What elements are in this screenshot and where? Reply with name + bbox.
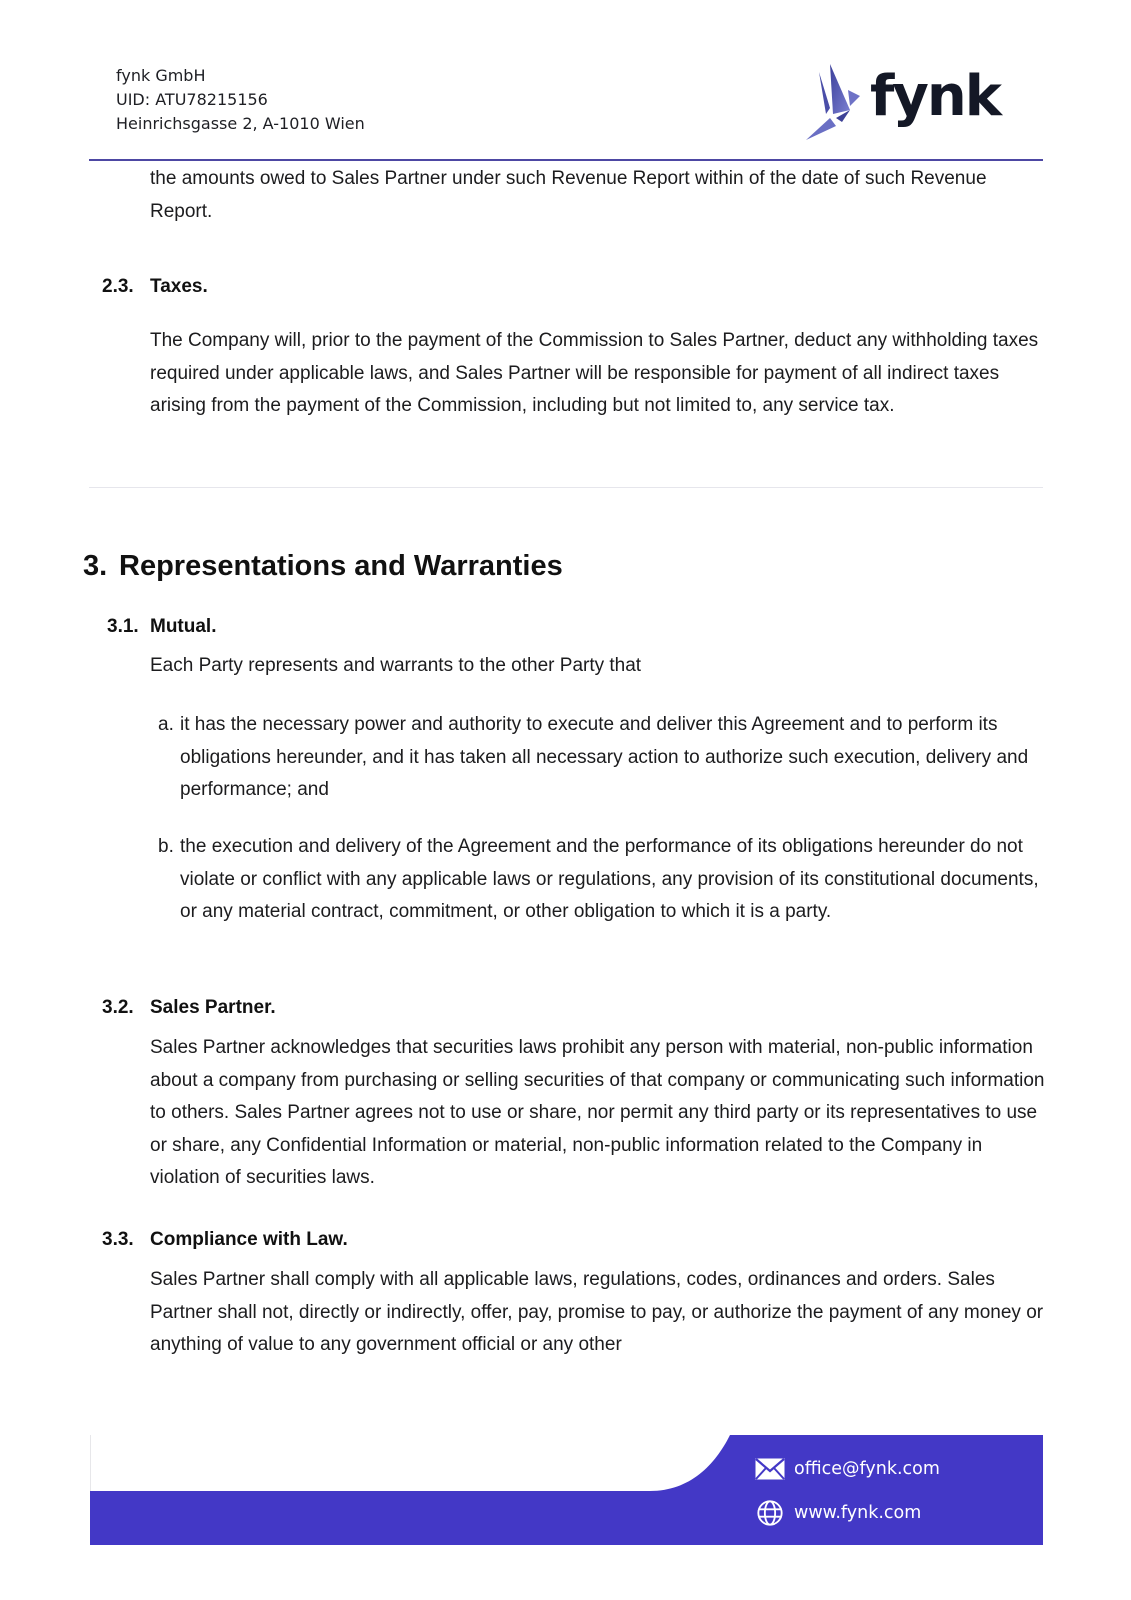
globe-icon [755, 1499, 785, 1527]
list-item-b [158, 831, 1048, 929]
section-3-3-paragraph: Sales Partner shall comply with all applicable laws, regulations, codes, ordinances and orders. Sales Partner shall not, directly or indirectly, offer, pay, promise to pay, or authorize the payment of any money or anything of value to any government official or any other [150, 1269, 1044, 1355]
section-heading-3-1: 3.1. Mutual. [107, 616, 217, 637]
section-heading-2-3: 2.3. Taxes. [102, 276, 208, 297]
company-address: Heinrichsgasse 2, A-1010 Wien [116, 114, 365, 133]
footer-email-text[interactable]: office@fynk.com [794, 1459, 940, 1479]
list-item-text: the execution and delivery of the Agreement and the performance of its obligations hereunder do not violate or conflict with any applicable laws or regulations, any provision of its constitutional documents, or any material contract, commitment, or other obligation to which it is a party. [180, 836, 1039, 922]
section-3-1-intro: Each Party represents and warrants to the other Party that [150, 655, 642, 676]
section-heading-3: 3. Representations and Warranties [83, 550, 563, 582]
list-marker: a. [158, 714, 174, 735]
envelope-icon [755, 1457, 785, 1481]
company-info [116, 64, 365, 136]
footer-website[interactable] [755, 1499, 921, 1527]
footer-email[interactable] [755, 1457, 940, 1481]
section-divider [89, 487, 1043, 488]
page-footer [90, 1435, 1043, 1545]
continuation-paragraph: the amounts owed to Sales Partner under such Revenue Report within of the date of such Revenue Report. [150, 168, 987, 222]
company-uid: UID: ATU78215156 [116, 90, 268, 109]
company-name: fynk GmbH [116, 66, 206, 85]
list-item-text: it has the necessary power and authority to execute and deliver this Agreement and to perform its obligations hereunder, and it has taken all necessary action to authorize such execution, delivery and performance; and [180, 714, 1029, 800]
section-3-2-paragraph: Sales Partner acknowledges that securities laws prohibit any person with material, non-public information about a company from purchasing or selling securities of that company or communicating such information to others. Sales Partner agrees not to use or share, nor permit any third party or its representatives to use or share, any Confidential Information or material, non-public information related to the Company in violation of securities laws. [150, 1037, 1045, 1188]
list-marker: b. [158, 836, 174, 857]
fynk-logo [806, 60, 1006, 142]
footer-left-edge [90, 1435, 91, 1491]
section-2-3-paragraph: The Company will, prior to the payment of the Commission to Sales Partner, deduct any withholding taxes required under applicable laws, and Sales Partner will be responsible for payment of all indirect taxes arising from the payment of the Commission, including but not limited to, any service tax. [150, 330, 1039, 416]
footer-website-text[interactable]: www.fynk.com [794, 1503, 922, 1523]
section-heading-3-3: 3.3. Compliance with Law. [102, 1229, 348, 1250]
list-item-a [158, 709, 1048, 807]
header-divider [89, 159, 1043, 161]
bird-logo-icon [806, 60, 868, 142]
section-heading-3-2: 3.2. Sales Partner. [102, 997, 276, 1018]
logo-wordmark: fynk [870, 64, 1000, 129]
footer-band [90, 1435, 1043, 1545]
